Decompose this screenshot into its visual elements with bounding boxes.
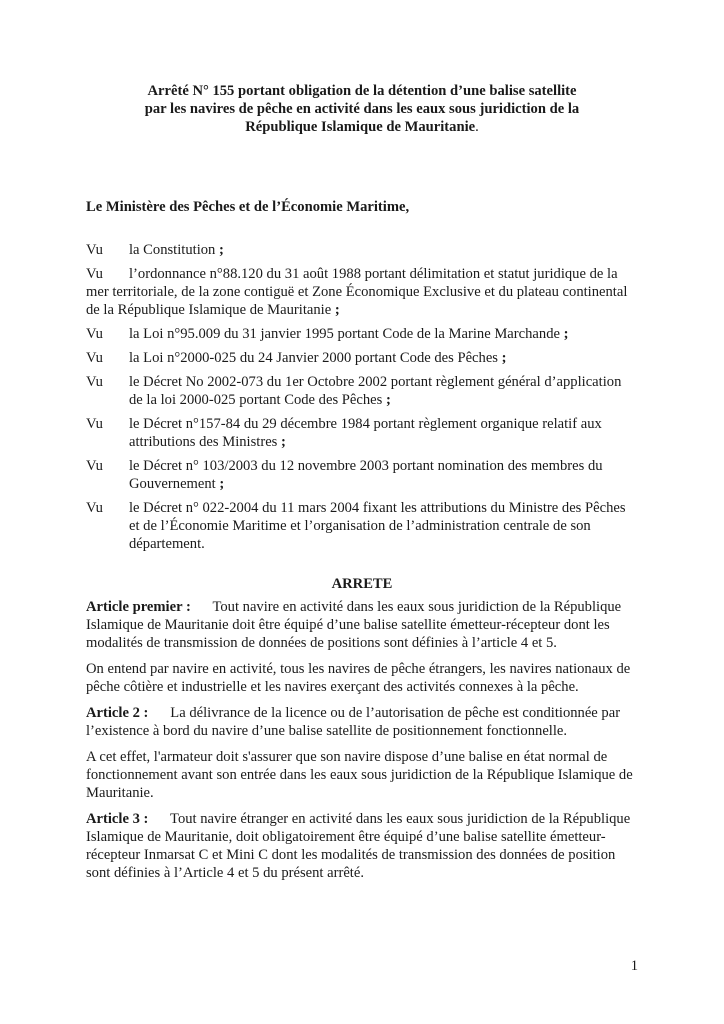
article-2-label: Article 2 :: [86, 705, 149, 721]
article-1: [86, 598, 638, 652]
vu-semicolon: ;: [334, 302, 340, 318]
vu-text: le Décret n° 022-2004 du 11 mars 2004 fixant les attributions du Ministre des Pêches et de l’Économie Maritime et l’organisation de l’administration centrale de son département.: [129, 500, 626, 552]
article-3-label: Article 3 :: [86, 811, 149, 827]
vu-semicolon: ;: [563, 326, 569, 342]
vu-text: le Décret n°157-84 du 29 décembre 1984 portant règlement organique relatif aux attributions des Ministres: [129, 416, 602, 450]
title-line-1: Arrêté N° 155 portant obligation de la détention d’une balise satellite: [147, 83, 577, 99]
vu-item: [86, 349, 638, 367]
vu-item: [86, 325, 638, 343]
vu-label: Vu: [86, 350, 103, 366]
article-2-paragraph-2: A cet effet, l'armateur doit s'assurer que son navire dispose d’une balise en état normal de fonctionnement avant son entrée dans les eaux sous juridiction de la République Islamique de Mauritanie.: [86, 749, 633, 801]
vu-item: [86, 265, 638, 319]
article-3-text: Tout navire étranger en activité dans les eaux sous juridiction de la République Islamique de Mauritanie, doit obligatoirement être équipé d’une balise satellite émetteur-récepteur Inmarsat C et Mini C dont les modalités de transmission des données de position sont définies à l’Article 4 et 5 du présent arrêté.: [86, 811, 631, 881]
vu-semicolon: ;: [385, 392, 391, 408]
vu-label: Vu: [86, 326, 103, 342]
vu-text: le Décret No 2002-073 du 1er Octobre 2002 portant règlement général d’application de la loi 2000-025 portant Code des Pêches: [129, 374, 622, 408]
article-2: [86, 704, 638, 740]
title-line-3: [86, 118, 638, 136]
vu-text: l’ordonnance n°88.120 du 31 août 1988 portant délimitation et statut juridique de la mer territoriale, de la zone contiguë et Zone Économique Exclusive et du plateau continental de la République Islamique de Mauritanie: [86, 266, 628, 318]
vu-label: Vu: [86, 266, 103, 282]
vu-text: la Constitution: [129, 242, 216, 258]
vu-list: [86, 241, 638, 553]
ministry-heading: Le Ministère des Pêches et de l’Économie Maritime,: [86, 199, 410, 215]
article-1-paragraph-2: On entend par navire en activité, tous les navires de pêche étrangers, les navires nationaux de pêche côtière et industrielle et les navires exerçant des activités connexes à la pêche.: [86, 661, 631, 695]
vu-item: [86, 241, 638, 259]
article-1-text: Tout navire en activité dans les eaux sous juridiction de la République Islamique de Mauritanie doit être équipé d’une balise satellite émetteur-récepteur dont les modalités de transmission de données de positions sont définies à l’article 4 et 5.: [86, 599, 622, 651]
vu-semicolon: ;: [219, 242, 224, 258]
article-3: [86, 810, 638, 882]
article-2-text: La délivrance de la licence ou de l’autorisation de pêche est conditionnée par l’existence à bord du navire d’une balise satellite de positionnement fonctionnelle.: [86, 705, 621, 739]
vu-text: le Décret n° 103/2003 du 12 novembre 2003 portant nomination des membres du Gouvernement: [129, 458, 603, 492]
vu-label: Vu: [86, 374, 103, 390]
document-page: [86, 82, 638, 890]
article-1-label: Article premier :: [86, 599, 191, 615]
vu-text: la Loi n°2000-025 du 24 Janvier 2000 portant Code des Pêches: [129, 350, 498, 366]
title-dot: .: [475, 119, 479, 135]
vu-semicolon: ;: [501, 350, 507, 366]
vu-item: [86, 373, 638, 409]
title-line-3-text: République Islamique de Mauritanie: [245, 119, 476, 135]
title-line-2: par les navires de pêche en activité dans les eaux sous juridiction de la: [144, 101, 580, 117]
vu-item: [86, 457, 638, 493]
vu-label: Vu: [86, 242, 103, 258]
vu-text: la Loi n°95.009 du 31 janvier 1995 portant Code de la Marine Marchande: [129, 326, 560, 342]
page-number: 1: [630, 958, 638, 974]
vu-label: Vu: [86, 500, 103, 516]
vu-semicolon: ;: [281, 434, 286, 450]
arrete-heading: ARRETE: [331, 576, 393, 592]
vu-label: Vu: [86, 416, 103, 432]
vu-semicolon: ;: [219, 476, 225, 492]
vu-item: [86, 499, 638, 553]
document-title: [86, 82, 638, 136]
vu-label: Vu: [86, 458, 103, 474]
vu-item: [86, 415, 638, 451]
